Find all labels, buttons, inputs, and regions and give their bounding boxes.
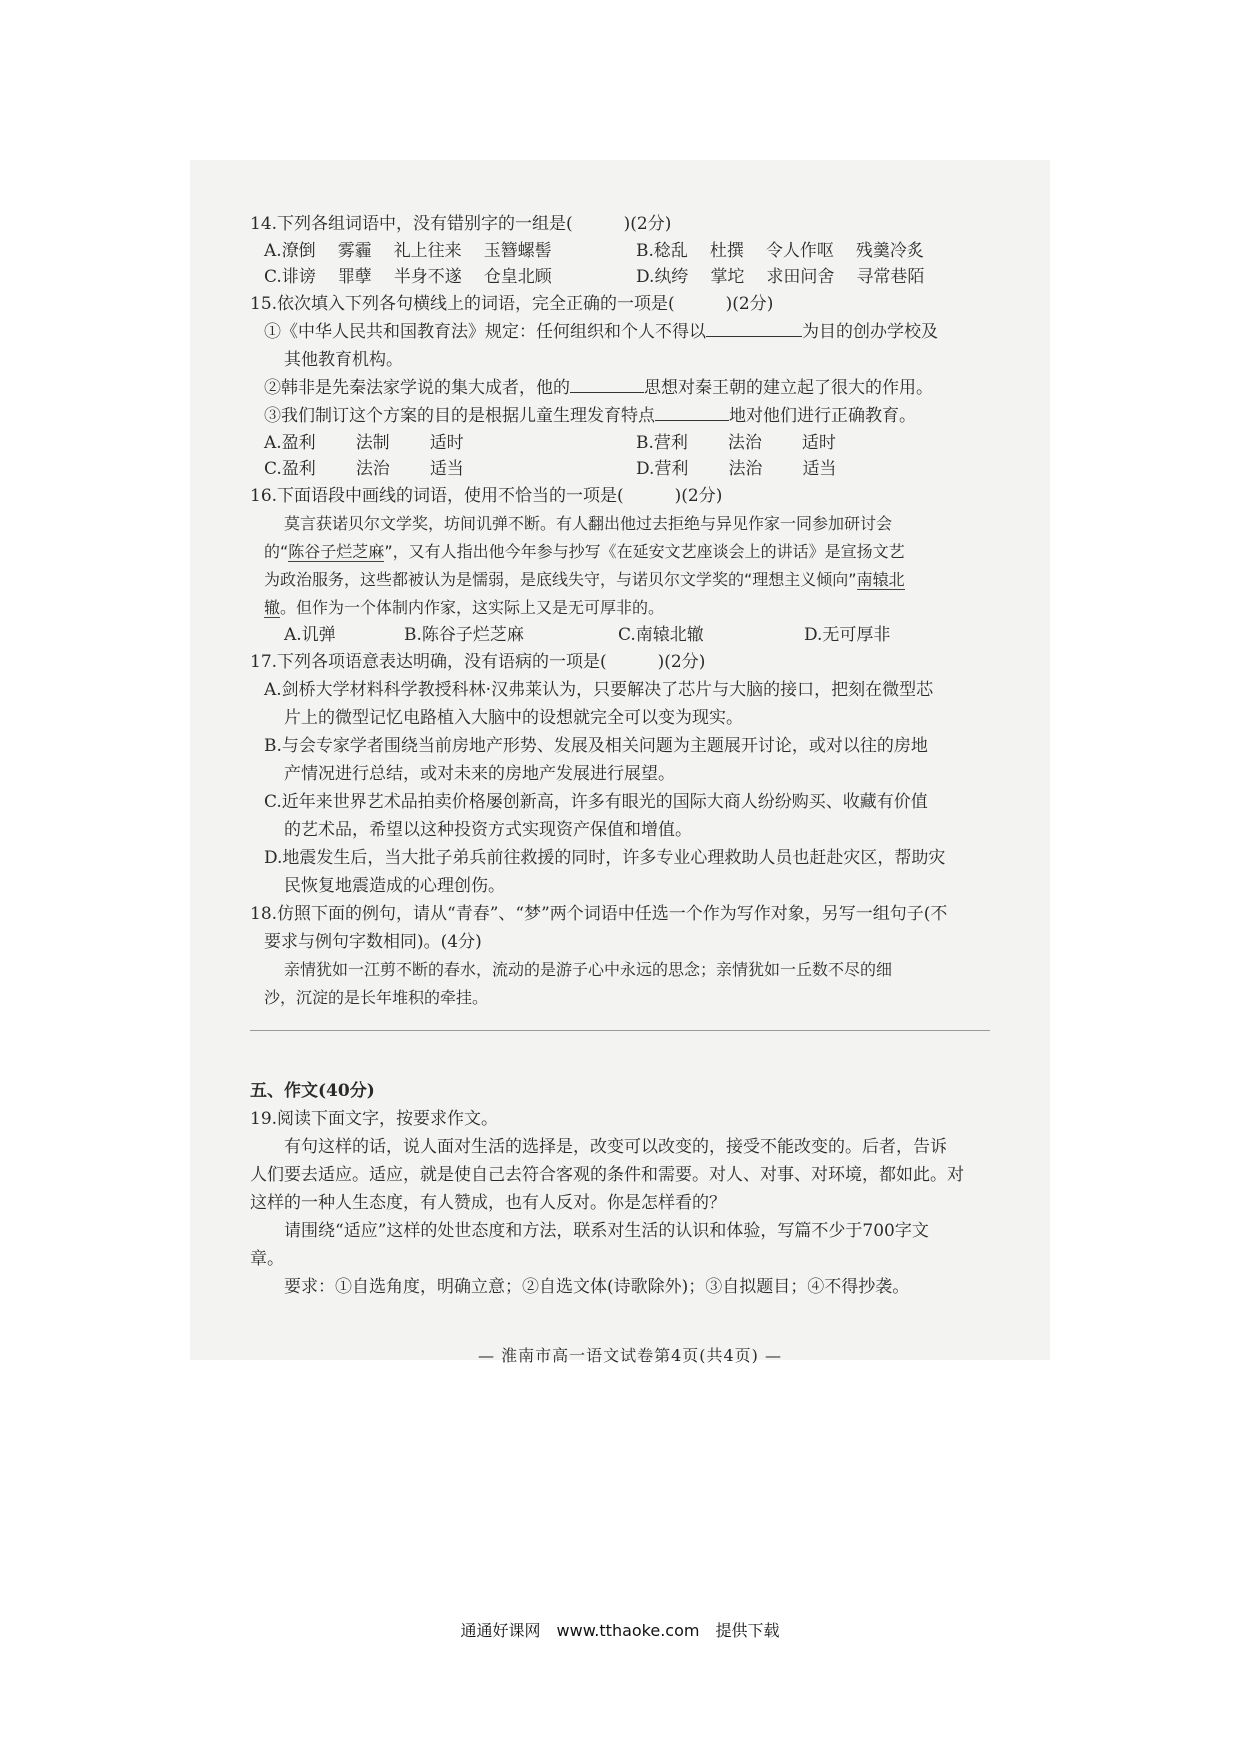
- q15-b-word1: 营利: [653, 433, 688, 453]
- section-5-heading: 五、作文(40分): [250, 1081, 375, 1101]
- q14-option-d: [636, 264, 1008, 290]
- q16-passage-line3: [250, 566, 1010, 594]
- q16-passage-line4: [250, 594, 1010, 622]
- q14-d-word4: 寻常巷陌: [856, 267, 925, 287]
- q18-example-line2: 沙，沉淀的是长年堆积的牵挂。: [264, 988, 489, 1007]
- q14-option-c: [264, 264, 636, 290]
- essay-instruction-line2: 章。: [250, 1249, 284, 1269]
- essay-instruction-line1: 请围绕“适应”这样的处世态度和方法，联系对生活的认识和体验，写篇不少于700字文: [284, 1221, 929, 1241]
- q18-example: [250, 956, 1010, 1012]
- q15-s3-part2: 地对他们进行正确教育。: [729, 406, 916, 426]
- q15-option-d: [636, 456, 1008, 482]
- q15-b-word3: 适时: [801, 433, 836, 453]
- question-16-stem: 16.下面语段中画线的词语，使用不恰当的一项是( )(2分): [250, 486, 723, 506]
- q17-option-b-line1: B.与会专家学者围绕当前房地产形势、发展及相关问题为主题展开讨论，或对以往的房地: [264, 736, 928, 756]
- q16-passage-line2: [250, 538, 1010, 566]
- q14-c-word1: 诽谤: [281, 267, 316, 287]
- q14-d-word3: 求田问舍: [766, 267, 835, 287]
- q16-passage: [250, 510, 1010, 622]
- q15-a-letter: A.: [264, 433, 282, 453]
- q15-s2-part1: ②韩非是先秦法家学说的集大成者，他的: [264, 378, 570, 398]
- q14-option-a: [264, 238, 636, 264]
- q15-b-word2: 法治: [727, 433, 762, 453]
- question-14-options-row1: [250, 238, 1010, 264]
- q16-p4-part2: 。但作为一个体制内作家，这实际上又是无可厚非的。: [280, 598, 665, 617]
- question-18-stem-line2: 要求与例句字数相同)。(4分): [264, 932, 482, 952]
- q15-blank-3: [655, 402, 729, 421]
- q14-c-letter: C.: [264, 267, 282, 287]
- q17-option-b-line2: 产情况进行总结，或对未来的房地产发展进行展望。: [284, 764, 675, 784]
- q15-option-b: [636, 430, 1008, 456]
- q15-blank-1: [706, 318, 802, 337]
- q15-d-word2: 法治: [728, 459, 763, 479]
- question-18-stem-line1: 18.仿照下面的例句，请从“青春”、“梦”两个词语中任选一个作为写作对象，另写一组句子(不: [250, 904, 948, 924]
- q14-c-word3: 半身不遂: [393, 267, 462, 287]
- q17-option-d-line2: 民恢复地震造成的心理创伤。: [284, 876, 505, 896]
- q14-a-word4: 玉簪螺髻: [483, 241, 552, 261]
- q16-underlined-phrase-2-cont: 辙: [264, 598, 281, 617]
- q15-s1-part1: ①《中华人民共和国教育法》规定：任何组织和个人不得以: [264, 322, 706, 342]
- q15-c-letter: C.: [264, 459, 282, 479]
- q16-underlined-phrase-2: 南辕北: [856, 570, 905, 589]
- q14-a-word2: 雾霾: [337, 241, 372, 261]
- q15-s1-part2: 为目的创办学校及: [802, 322, 938, 342]
- question-15-options-row1: [250, 430, 1010, 456]
- q14-a-letter: A.: [264, 241, 282, 261]
- q15-s2-part2: 思想对秦王朝的建立起了很大的作用。: [644, 378, 933, 398]
- q15-c-word2: 法治: [355, 459, 390, 479]
- q16-option-a: A.讥弹: [284, 625, 336, 645]
- essay-prompt-line3: 这样的一种人生态度，有人赞成，也有人反对。你是怎样看的？: [250, 1193, 726, 1213]
- q14-d-word2: 掌坨: [710, 267, 745, 287]
- q15-a-word1: 盈利: [281, 433, 316, 453]
- q15-c-word1: 盈利: [281, 459, 316, 479]
- exam-sheet: [250, 210, 1010, 1301]
- q16-option-d: D.无可厚非: [804, 625, 891, 645]
- q15-a-word3: 适时: [429, 433, 464, 453]
- question-14-stem: 14.下列各组词语中，没有错别字的一组是( )(2分): [250, 214, 672, 234]
- question-19-stem: 19.阅读下面文字，按要求作文。: [250, 1109, 499, 1129]
- essay-prompt-line2: 人们要去适应。适应，就是使自己去符合客观的条件和需要。对人、对事、对环境，都如此。对: [250, 1165, 964, 1185]
- q16-passage-line1: 莫言获诺贝尔文学奖，坊间讥弹不断。有人翻出他过去拒绝与异见作家一同参加研讨会: [284, 514, 893, 533]
- q15-option-a: [264, 430, 636, 456]
- q15-sentence-1-cont: 其他教育机构。: [284, 350, 403, 370]
- q16-option-c: C.南辕北辙: [618, 625, 704, 645]
- q15-d-letter: D.: [636, 459, 655, 479]
- q17-option-d-line1: D.地震发生后，当大批子弟兵前往救援的同时，许多专业心理救助人员也赶赴灾区，帮助灾: [264, 848, 946, 868]
- question-17-stem: 17.下列各项语意表达明确，没有语病的一项是( )(2分): [250, 652, 706, 672]
- q14-a-word3: 礼上往来: [393, 241, 462, 261]
- page-footer: — 淮南市高一语文试卷第4页(共4页) —: [477, 1346, 783, 1365]
- q17-option-c-line2: 的艺术品，希望以这种投资方式实现资产保值和增值。: [284, 820, 692, 840]
- q14-a-word1: 潦倒: [281, 241, 316, 261]
- q14-d-word1: 纨绔: [654, 267, 689, 287]
- q17-option-a-line1: A.剑桥大学材料科学教授科林·汉弗莱认为，只要解决了芯片与大脑的接口，把刻在微型芯: [264, 680, 934, 700]
- q15-c-word3: 适当: [429, 459, 464, 479]
- q16-p3-part1: 为政治服务，这些都被认为是懦弱，是底线失守，与诺贝尔文学奖的“理想主义倾向”: [264, 570, 857, 589]
- q15-option-c: [264, 456, 636, 482]
- q14-d-letter: D.: [636, 267, 655, 287]
- q17-option-c-line1: C.近年来世界艺术品拍卖价格屡创新高，许多有眼光的国际大商人纷纷购买、收藏有价值: [264, 792, 928, 812]
- question-14-options-row2: [250, 264, 1010, 290]
- question-16-options: [250, 622, 1010, 648]
- download-credit: 通通好课网 www.tthaoke.com 提供下载: [460, 1621, 780, 1640]
- q15-sentence-2: [250, 374, 1010, 402]
- answer-line-divider: [250, 1030, 990, 1031]
- q14-b-word4: 残羹冷炙: [855, 241, 924, 261]
- q15-d-word1: 营利: [654, 459, 689, 479]
- q15-b-letter: B.: [636, 433, 654, 453]
- q14-b-letter: B.: [636, 241, 654, 261]
- q15-d-word3: 适当: [802, 459, 837, 479]
- q18-example-line1: 亲情犹如一江剪不断的春水，流动的是游子心中永远的思念；亲情犹如一丘数不尽的细: [284, 960, 893, 979]
- q16-p2-part2: ”，又有人指出他今年参与抄写《在延安文艺座谈会上的讲话》是宣扬文艺: [384, 542, 905, 561]
- essay-requirements: 要求：①自选角度，明确立意；②自选文体(诗歌除外)；③自拟题目；④不得抄袭。: [284, 1277, 910, 1297]
- q16-underlined-phrase-1: 陈谷子烂芝麻: [288, 542, 385, 561]
- q14-b-word1: 稔乱: [653, 241, 688, 261]
- question-15-stem: 15.依次填入下列各句横线上的词语，完全正确的一项是( )(2分): [250, 294, 774, 314]
- q14-c-word2: 罪孽: [337, 267, 372, 287]
- q15-a-word2: 法制: [355, 433, 390, 453]
- q15-s3-part1: ③我们制订这个方案的目的是根据儿童生理发育特点: [264, 406, 655, 426]
- q17-option-a-line2: 片上的微型记忆电路植入大脑中的设想就完全可以变为现实。: [284, 708, 743, 728]
- q16-p2-part1: 的“: [264, 542, 289, 561]
- q15-sentence-3: [250, 402, 1010, 430]
- q14-b-word2: 杜撰: [709, 241, 744, 261]
- q14-c-word4: 仓皇北顾: [483, 267, 552, 287]
- essay-prompt-line1: 有句这样的话，说人面对生活的选择是，改变可以改变的，接受不能改变的。后者，告诉: [284, 1137, 947, 1157]
- q16-option-b: B.陈谷子烂芝麻: [404, 625, 524, 645]
- q15-sentence-1: [250, 318, 1010, 346]
- q14-b-word3: 令人作呕: [765, 241, 834, 261]
- question-15-options-row2: [250, 456, 1010, 482]
- q14-option-b: [636, 238, 1008, 264]
- q15-blank-2: [570, 374, 644, 393]
